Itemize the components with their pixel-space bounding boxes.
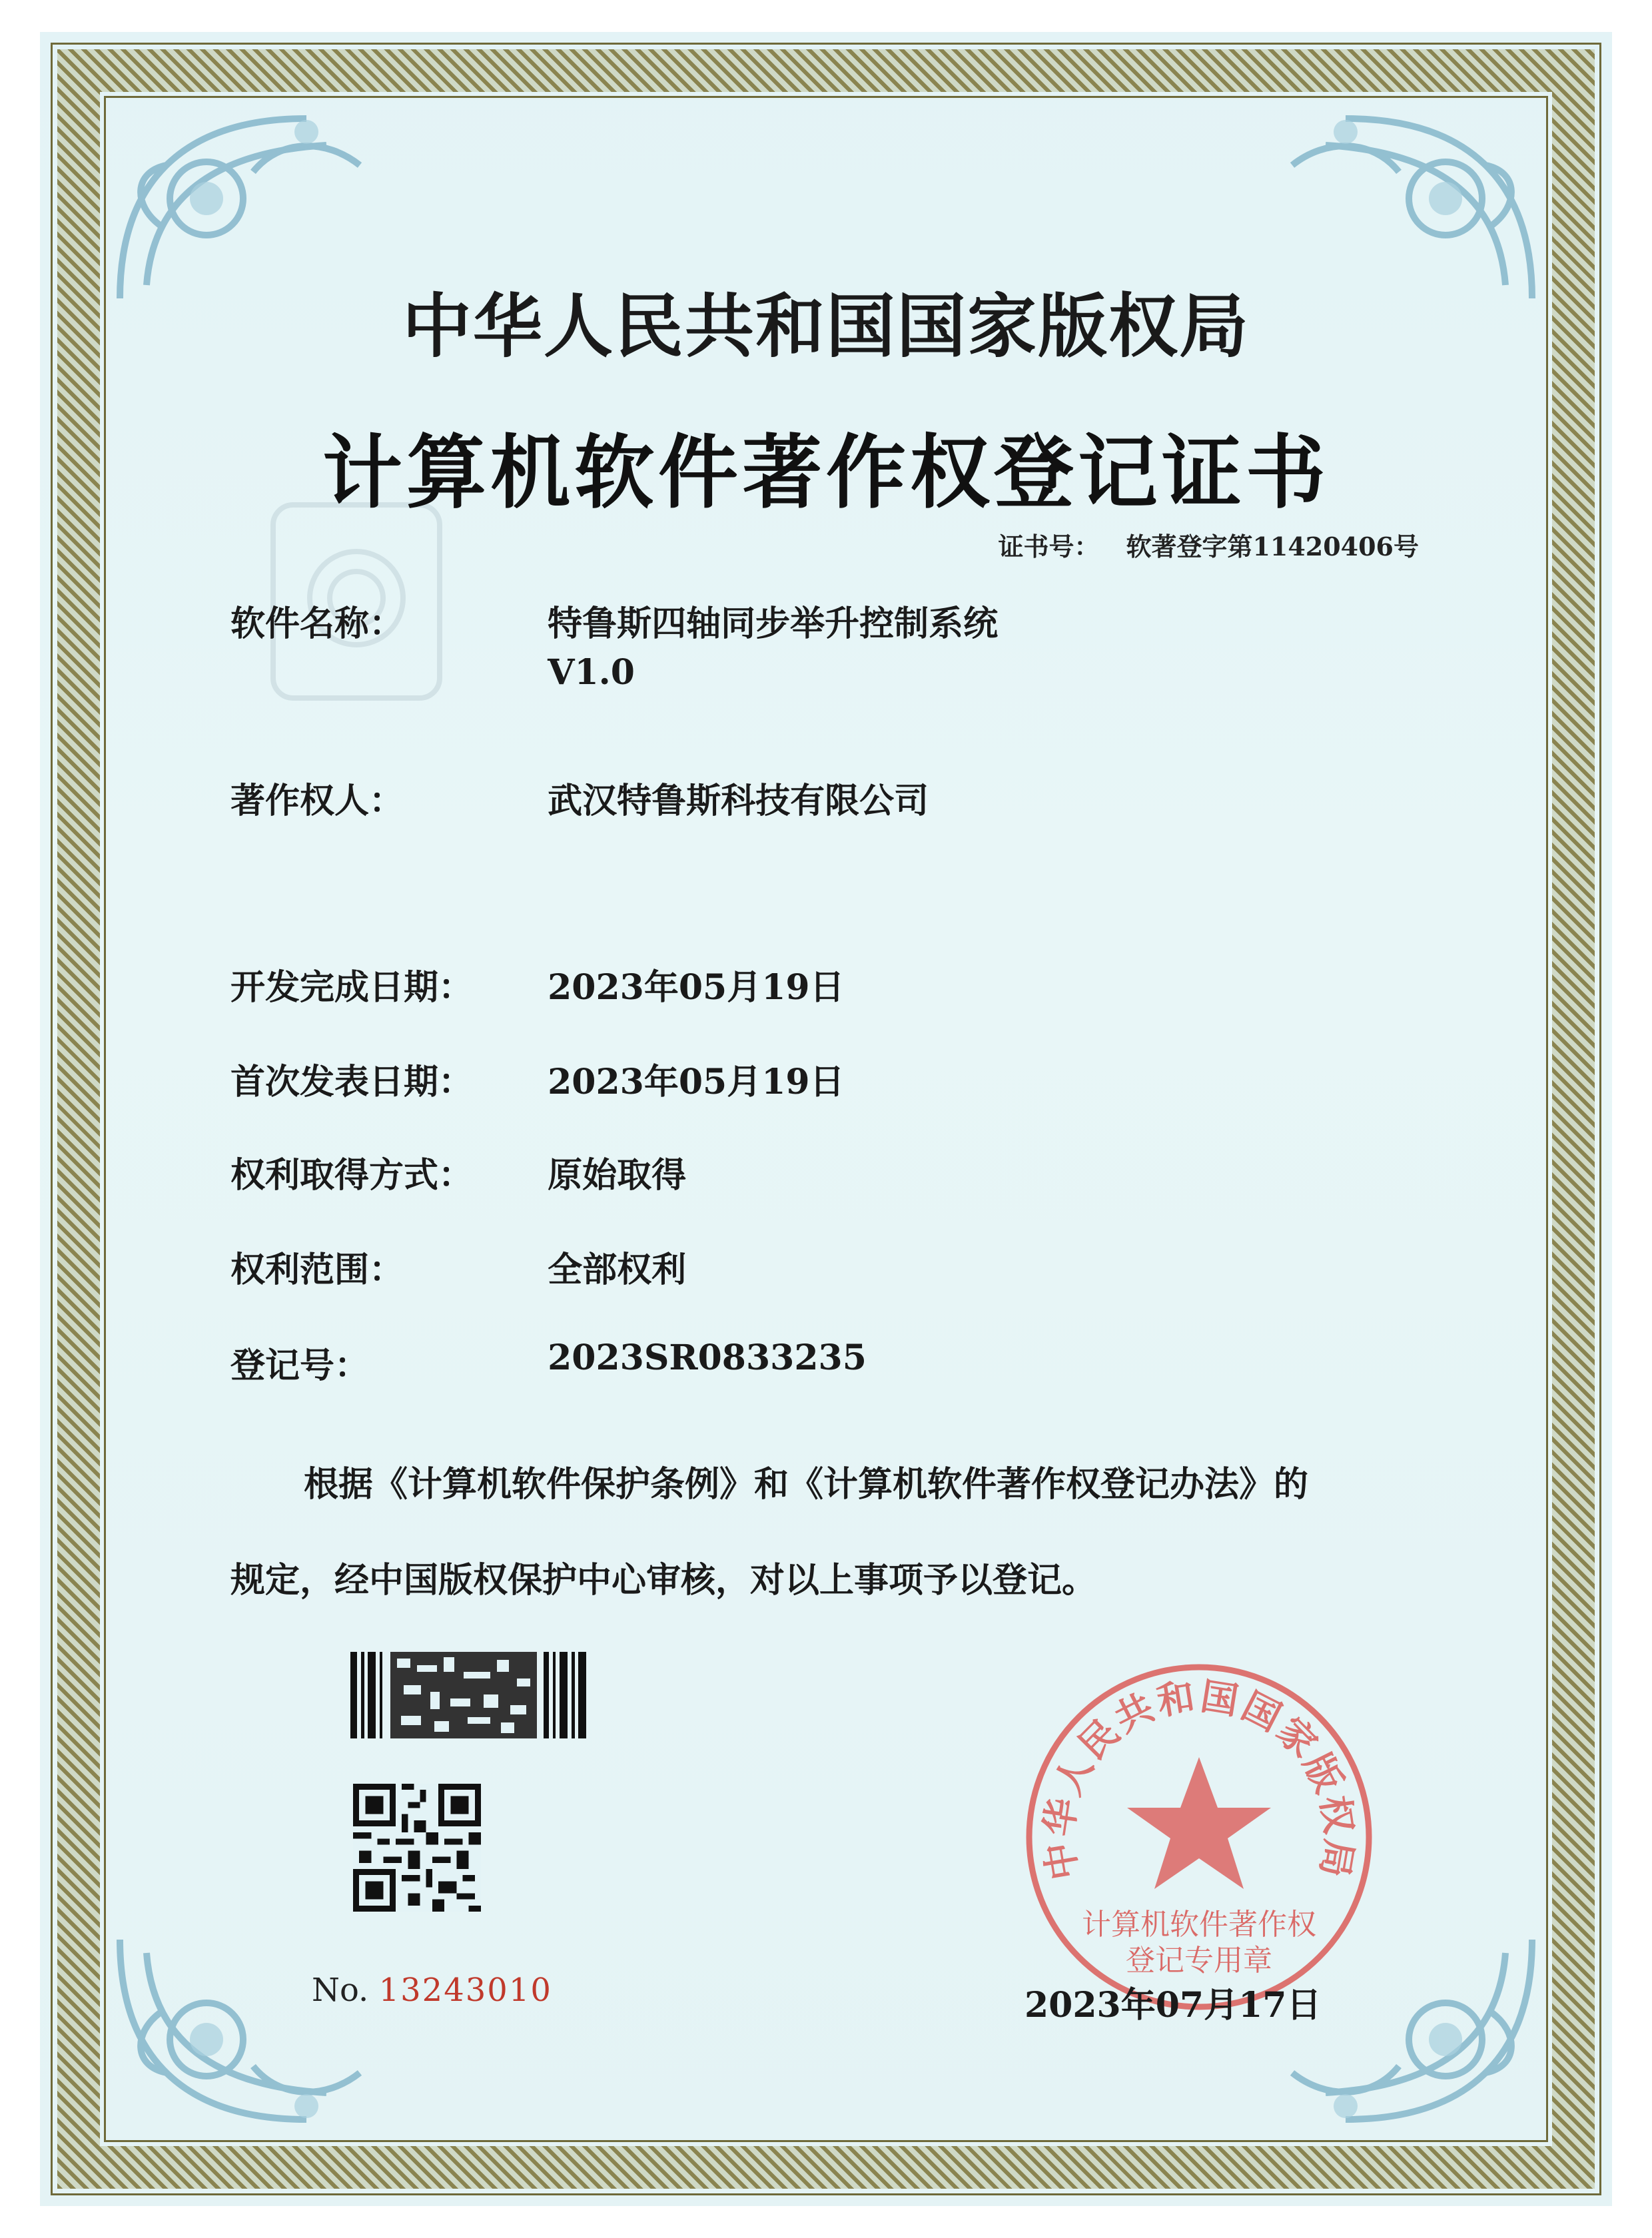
qr-code-icon [353, 1784, 481, 1912]
field-value: 全部权利 [548, 1250, 687, 1290]
serial-prefix: No. [312, 1972, 369, 2009]
field-rights-scope [230, 1242, 686, 1292]
statement-line-2: 规定，经中国版权保护中心审核，对以上事项予以登记。 [230, 1560, 1097, 1601]
authority-title: 中华人民共和国国家版权局 [402, 286, 1250, 367]
certificate-number [998, 526, 1419, 563]
barcode-icon [350, 1652, 586, 1738]
issue-date: 2023年07月17日 [1025, 1985, 1322, 2026]
star-icon [1127, 1757, 1271, 1889]
field-label: 软件名称： [230, 603, 404, 644]
serial-value: 13243010 [378, 1972, 552, 2009]
field-value: 武汉特鲁斯科技有限公司 [548, 781, 929, 821]
field-publish-date [230, 1054, 845, 1104]
certificate-number-value: 软著登字第11420406号 [1126, 532, 1419, 561]
field-value: 2023年05月19日 [548, 967, 845, 1008]
field-label: 著作权人： [230, 781, 404, 821]
field-value: 2023SR0833235 [548, 1337, 867, 1378]
seal-inner-line-2: 登记专用章 [1126, 1944, 1272, 1978]
certificate-number-label: 证书号： [998, 532, 1100, 561]
field-value: 原始取得 [548, 1155, 687, 1196]
field-completion-date [230, 959, 845, 1009]
field-label: 登记号： [230, 1345, 370, 1386]
field-label: 开发完成日期： [230, 967, 474, 1008]
field-label: 权利范围： [230, 1250, 404, 1290]
seal-inner-line-1: 计算机软件著作权 [1082, 1908, 1316, 1942]
field-label: 权利取得方式： [230, 1155, 474, 1196]
field-label: 首次发表日期： [230, 1062, 474, 1102]
software-version-value: V1.0 [548, 652, 635, 693]
software-name-value: 特鲁斯四轴同步举升控制系统 [548, 603, 999, 644]
field-software-name [230, 595, 998, 693]
field-copyright-owner [230, 773, 929, 823]
field-registration-number [230, 1337, 867, 1387]
field-value [548, 595, 998, 693]
statement-line-1: 根据《计算机软件保护条例》和《计算机软件著作权登记办法》的 [304, 1464, 1309, 1505]
certificate-title: 计算机软件著作权登记证书 [322, 426, 1330, 520]
corner-ornament-icon [107, 1913, 386, 2139]
certificate-page [40, 32, 1612, 2206]
field-value: 2023年05月19日 [548, 1062, 845, 1102]
seal-outer-text: 中华人民共和国国家版权局 [1036, 1674, 1362, 1884]
field-acquisition-method [230, 1147, 686, 1197]
serial-number [312, 1972, 552, 2009]
official-seal [1019, 1657, 1379, 2017]
